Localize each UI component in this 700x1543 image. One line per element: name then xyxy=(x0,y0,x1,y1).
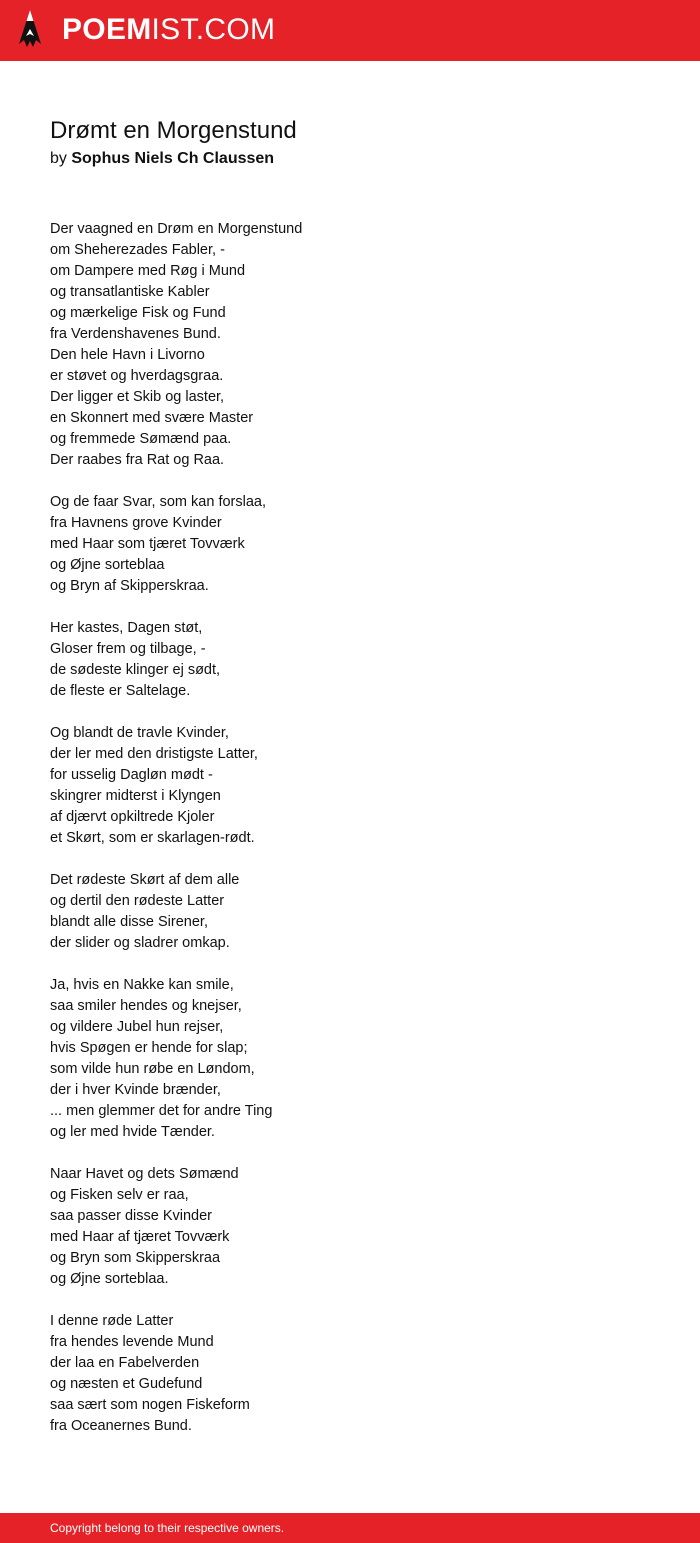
poem-line: saa smiler hendes og knejser, xyxy=(50,998,242,1014)
poem-line: Gloser frem og tilbage, - xyxy=(50,641,206,657)
author-name: Sophus Niels Ch Claussen xyxy=(71,150,275,167)
poem-line: blandt alle disse Sirener, xyxy=(50,914,208,930)
poem-line: der i hver Kvinde brænder, xyxy=(50,1082,221,1098)
poem-line: og vildere Jubel hun rejser, xyxy=(50,1019,224,1035)
poem-line: en Skonnert med svære Master xyxy=(50,410,254,426)
poem-line: de sødeste klinger ej sødt, xyxy=(50,662,221,678)
poem-line: og Bryn som Skipperskraa xyxy=(50,1250,221,1266)
poem-line: Naar Havet og dets Sømænd xyxy=(50,1166,239,1182)
poem-line: fra Havnens grove Kvinder xyxy=(50,515,222,531)
poem-line: og dertil den rødeste Latter xyxy=(50,893,225,909)
poem-line: og Fisken selv er raa, xyxy=(50,1187,189,1203)
poem-line: og mærkelige Fisk og Fund xyxy=(50,305,226,321)
poem-line: der ler med den dristigste Latter, xyxy=(50,746,258,762)
stanza xyxy=(50,1311,670,1437)
poem-line: for usselig Dagløn mødt - xyxy=(50,767,213,783)
poem-line: der laa en Fabelverden xyxy=(50,1355,200,1371)
poem-line: Her kastes, Dagen støt, xyxy=(50,620,203,636)
poem-body xyxy=(50,219,670,1458)
logo-light-text: IST.COM xyxy=(151,13,276,46)
poem-line: og ler med hvide Tænder. xyxy=(50,1124,215,1140)
poem-line: saa passer disse Kvinder xyxy=(50,1208,212,1224)
byline-prefix: by xyxy=(50,150,67,167)
poem-line: Der raabes fra Rat og Raa. xyxy=(50,452,225,468)
poem-line: med Haar af tjæret Tovværk xyxy=(50,1229,230,1245)
poem-line: fra Oceanernes Bund. xyxy=(50,1418,192,1434)
poem-line: og Bryn af Skipperskraa. xyxy=(50,578,209,594)
poem-line: og næsten et Gudefund xyxy=(50,1376,203,1392)
poem-line: fra hendes levende Mund xyxy=(50,1334,214,1350)
poem-line: af djærvt opkiltrede Kjoler xyxy=(50,809,215,825)
poem-line: Og de faar Svar, som kan forslaa, xyxy=(50,494,266,510)
poem-line: som vilde hun røbe en Løndom, xyxy=(50,1061,255,1077)
stanza xyxy=(50,618,670,702)
poem-line: Der vaagned en Drøm en Morgenstund xyxy=(50,221,303,237)
site-logo[interactable] xyxy=(62,12,275,48)
stanza xyxy=(50,723,670,849)
site-header xyxy=(0,0,700,61)
poem-line: Den hele Havn i Livorno xyxy=(50,347,205,363)
poem-line: der slider og sladrer omkap. xyxy=(50,935,230,951)
poem-line: er støvet og hverdagsgraa. xyxy=(50,368,224,384)
poem-line: et Skørt, som er skarlagen-rødt. xyxy=(50,830,255,846)
poem-line: om Sheherezades Fabler, - xyxy=(50,242,225,258)
site-footer xyxy=(0,1513,700,1543)
poem-line: om Dampere med Røg i Mund xyxy=(50,263,246,279)
poem-title: Drømt en Morgenstund xyxy=(50,117,297,144)
poem-line: og fremmede Sømænd paa. xyxy=(50,431,232,447)
stanza xyxy=(50,219,670,471)
poem-line: Der ligger et Skib og laster, xyxy=(50,389,225,405)
poem-line: Ja, hvis en Nakke kan smile, xyxy=(50,977,234,993)
poem-line: Og blandt de travle Kvinder, xyxy=(50,725,229,741)
poem-line: ... men glemmer det for andre Ting xyxy=(50,1103,273,1119)
poem-line: de fleste er Saltelage. xyxy=(50,683,191,699)
stanza xyxy=(50,870,670,954)
pencil-tip-icon[interactable] xyxy=(18,9,42,51)
byline xyxy=(50,149,274,169)
poem-line: og Øjne sorteblaa. xyxy=(50,1271,169,1287)
poem-line: med Haar som tjæret Tovværk xyxy=(50,536,245,552)
stanza xyxy=(50,1164,670,1290)
poem-line: hvis Spøgen er hende for slap; xyxy=(50,1040,248,1056)
stanza xyxy=(50,492,670,597)
poem-line: fra Verdenshavenes Bund. xyxy=(50,326,221,342)
poem-line: skingrer midterst i Klyngen xyxy=(50,788,221,804)
stanza xyxy=(50,975,670,1143)
poem-line: og transatlantiske Kabler xyxy=(50,284,210,300)
poem-line: og Øjne sorteblaa xyxy=(50,557,165,573)
copyright-text: Copyright belong to their respective owners. xyxy=(50,1521,285,1535)
logo-bold-text: POEM xyxy=(62,13,152,46)
poem-line: saa sært som nogen Fiskeform xyxy=(50,1397,250,1413)
poem-line: Det rødeste Skørt af dem alle xyxy=(50,872,240,888)
poem-line: I denne røde Latter xyxy=(50,1313,174,1329)
